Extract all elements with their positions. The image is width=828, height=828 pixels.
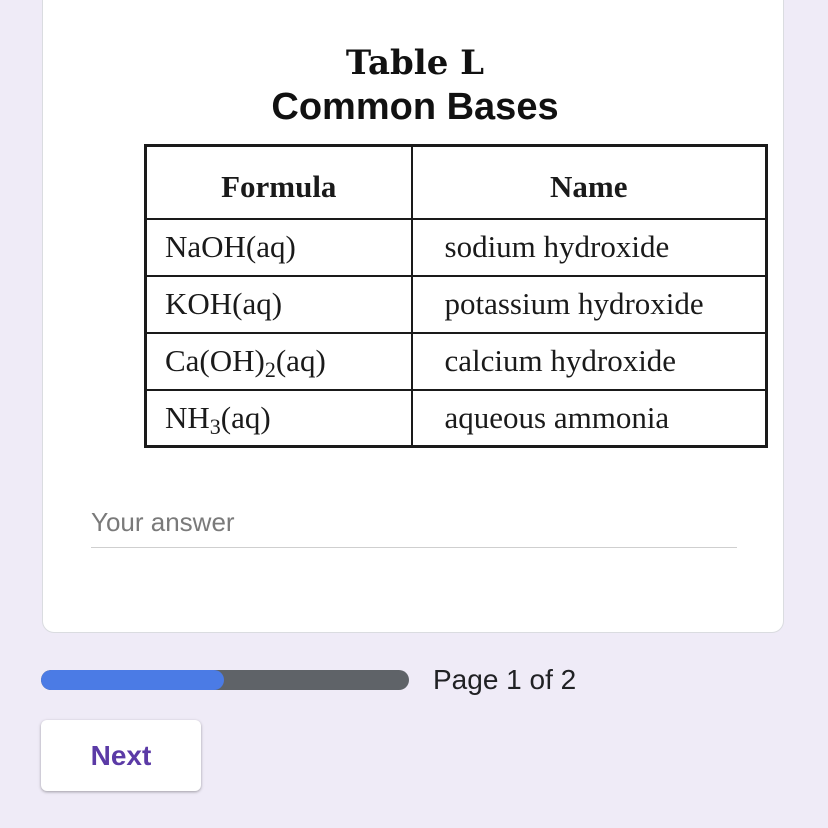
formula-column-header: Formula: [146, 146, 412, 219]
formula-cell: $NH_3(aq)$: [146, 390, 412, 447]
next-button[interactable]: Next: [41, 720, 201, 791]
progress-bar-fill: [41, 670, 224, 690]
table-row: [146, 219, 767, 276]
table-row: [146, 333, 767, 390]
answer-field-wrapper: [91, 499, 737, 548]
name-cell: sodium hydroxide: [412, 219, 767, 276]
table-row: [146, 390, 767, 447]
table-row: [146, 276, 767, 333]
name-column-header: Name: [412, 146, 767, 219]
question-card: [42, 0, 784, 633]
table-subtitle: Common Bases: [271, 86, 559, 128]
progress-row: [41, 660, 741, 700]
name-cell: aqueous ammonia: [412, 390, 767, 447]
table-title: Table L: [345, 43, 485, 83]
progress-bar: [41, 670, 409, 690]
common-bases-table-image: [103, 39, 727, 469]
name-cell: potassium hydroxide: [412, 276, 767, 333]
formula-cell: $Ca(OH)_2(aq)$: [146, 333, 412, 390]
page-indicator: Page 1 of 2: [433, 664, 577, 695]
answer-input[interactable]: [91, 499, 737, 545]
name-cell: calcium hydroxide: [412, 333, 767, 390]
table-header-row: [146, 146, 767, 219]
bases-table: [144, 144, 768, 448]
formula-cell: KOH(aq): [146, 276, 412, 333]
formula-cell: NaOH(aq): [146, 219, 412, 276]
